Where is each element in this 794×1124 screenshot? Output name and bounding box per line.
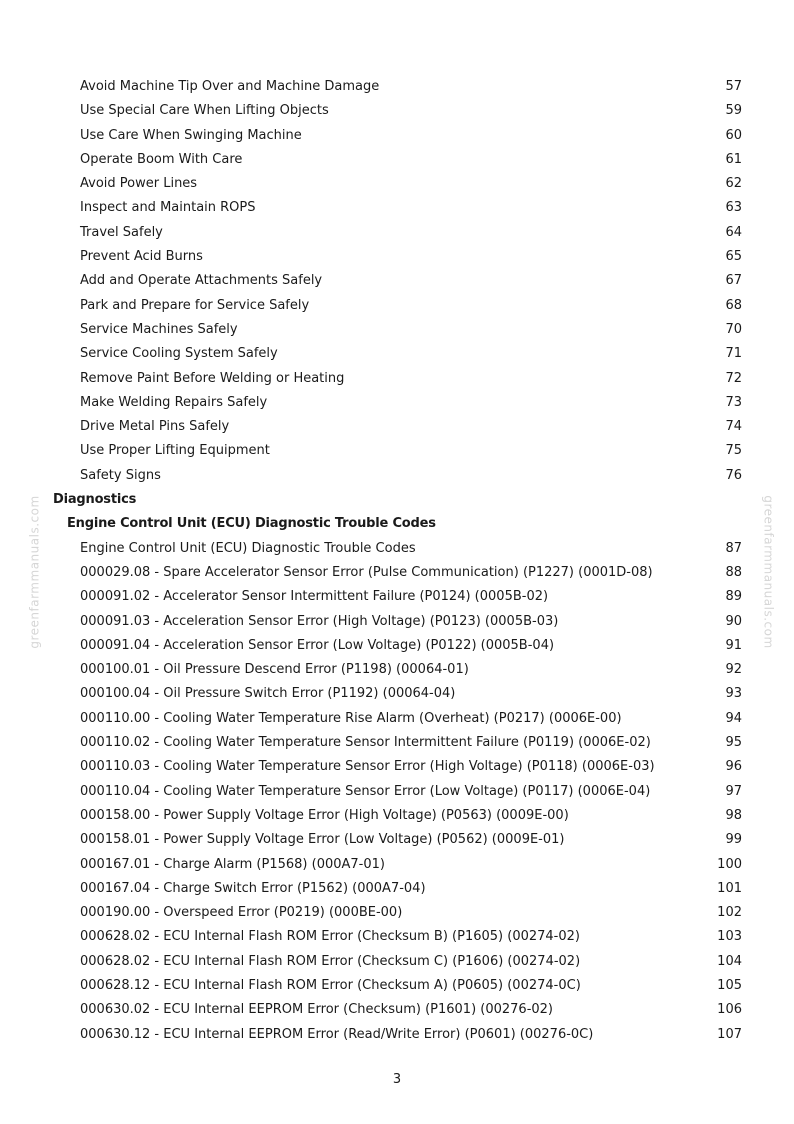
toc-entry-page-number: 90 — [725, 613, 742, 629]
toc-entry-title: 000100.01 - Oil Pressure Descend Error (P1198) (00064-01) — [80, 662, 469, 678]
toc-entry-title: 000630.12 - ECU Internal EEPROM Error (Read/Write Error) (P0601) (00276-0C) — [80, 1026, 594, 1042]
watermark-left: greenfarmmanuals.com — [27, 495, 42, 649]
toc-entry-page-number: 68 — [725, 297, 742, 313]
toc-entry[interactable] — [0, 755, 794, 779]
toc-entry[interactable] — [0, 269, 794, 293]
toc-entry[interactable] — [0, 828, 794, 852]
toc-entry[interactable] — [0, 196, 794, 220]
toc-entry[interactable] — [0, 974, 794, 998]
toc-entry-title: Use Proper Lifting Equipment — [80, 443, 270, 459]
toc-entry-page-number: 73 — [725, 394, 742, 410]
toc-entry-title: Add and Operate Attachments Safely — [80, 273, 323, 289]
toc-subsection-heading[interactable] — [0, 512, 794, 536]
toc-entry-title: Park and Prepare for Service Safely — [80, 297, 310, 313]
toc-entry-page-number: 67 — [725, 273, 742, 289]
toc-entry-title: 000110.03 - Cooling Water Temperature Sensor Error (High Voltage) (P0118) (0006E-03) — [80, 759, 655, 775]
toc-entry-title: Engine Control Unit (ECU) Diagnostic Trouble Codes — [67, 516, 436, 532]
toc-entry-title: 000628.02 - ECU Internal Flash ROM Error (Checksum B) (P1605) (00274-02) — [80, 929, 580, 945]
toc-entry[interactable] — [0, 998, 794, 1022]
toc-entry-page-number: 65 — [725, 249, 742, 265]
toc-entry-page-number: 103 — [717, 929, 742, 945]
toc-entry-page-number: 98 — [725, 807, 742, 823]
toc-entry[interactable] — [0, 610, 794, 634]
toc-entry-page-number: 87 — [725, 540, 742, 556]
toc-entry[interactable] — [0, 439, 794, 463]
toc-entry[interactable] — [0, 634, 794, 658]
toc-entry-page-number: 105 — [717, 977, 742, 993]
toc-entry[interactable] — [0, 75, 794, 99]
toc-entry-page-number: 91 — [725, 637, 742, 653]
toc-entry[interactable] — [0, 415, 794, 439]
toc-entry-page-number: 57 — [725, 79, 742, 94]
toc-entry-title: Service Cooling System Safely — [80, 346, 278, 362]
toc-entry[interactable] — [0, 537, 794, 561]
toc-entry-title: 000630.02 - ECU Internal EEPROM Error (Checksum) (P1601) (00276-02) — [80, 1002, 554, 1018]
toc-entry[interactable] — [0, 707, 794, 731]
toc-entry-title: 000091.02 - Accelerator Sensor Intermittent Failure (P0124) (0005B-02) — [80, 589, 549, 605]
toc-entry[interactable] — [0, 1023, 794, 1047]
toc-entry-page-number: 104 — [717, 953, 742, 969]
toc-entry[interactable] — [0, 294, 794, 318]
toc-entry-page-number: 100 — [717, 856, 742, 872]
toc-entry[interactable] — [0, 658, 794, 682]
toc-entry[interactable] — [0, 731, 794, 755]
toc-entry[interactable] — [0, 148, 794, 172]
toc-entry[interactable] — [0, 950, 794, 974]
toc-entry-page-number: 59 — [725, 103, 742, 119]
toc-entry-title: Engine Control Unit (ECU) Diagnostic Trouble Codes — [80, 540, 416, 556]
toc-entry-title: Avoid Power Lines — [80, 176, 198, 192]
toc-entry-page-number: 89 — [725, 589, 742, 605]
toc-entry[interactable] — [0, 585, 794, 609]
toc-entry-title: Prevent Acid Burns — [80, 249, 203, 265]
toc-entry[interactable] — [0, 901, 794, 925]
toc-entry-page-number: 101 — [717, 880, 742, 896]
toc-entry-page-number: 60 — [725, 127, 742, 143]
toc-entry[interactable] — [0, 245, 794, 269]
toc-entry[interactable] — [0, 853, 794, 877]
toc-entry-page-number: 75 — [725, 443, 742, 459]
toc-entry-page-number: 70 — [725, 321, 742, 337]
toc-entry-page-number: 92 — [725, 662, 742, 678]
toc-entry-title: 000167.04 - Charge Switch Error (P1562) (000A7-04) — [80, 880, 426, 896]
toc-entry[interactable] — [0, 804, 794, 828]
toc-entry-page-number: 96 — [725, 759, 742, 775]
toc-entry-title: 000100.04 - Oil Pressure Switch Error (P1192) (00064-04) — [80, 686, 456, 702]
toc-entry-title: 000628.12 - ECU Internal Flash ROM Error (Checksum A) (P0605) (00274-0C) — [80, 977, 581, 993]
toc-entry[interactable] — [0, 464, 794, 488]
toc-entry-title: 000628.02 - ECU Internal Flash ROM Error (Checksum C) (P1606) (00274-02) — [80, 953, 581, 969]
table-of-contents — [0, 75, 794, 1047]
toc-entry-page-number: 97 — [725, 783, 742, 799]
toc-entry-title: Diagnostics — [53, 492, 137, 508]
toc-entry[interactable] — [0, 561, 794, 585]
toc-entry-title: 000091.03 - Acceleration Sensor Error (High Voltage) (P0123) (0005B-03) — [80, 613, 559, 629]
toc-entry-page-number: 94 — [725, 710, 742, 726]
toc-entry-title: Remove Paint Before Welding or Heating — [80, 370, 345, 386]
toc-entry-page-number: 95 — [725, 735, 742, 751]
toc-entry-page-number: 76 — [725, 467, 742, 483]
toc-entry-page-number: 102 — [717, 905, 742, 921]
toc-entry[interactable] — [0, 682, 794, 706]
toc-entry[interactable] — [0, 172, 794, 196]
toc-entry-page-number: 74 — [725, 419, 742, 435]
toc-entry[interactable] — [0, 367, 794, 391]
toc-entry-title: Travel Safely — [80, 224, 163, 240]
toc-entry-title: 000190.00 - Overspeed Error (P0219) (000BE-00) — [80, 905, 403, 921]
toc-entry-page-number: 93 — [725, 686, 742, 702]
toc-entry-page-number: 88 — [725, 564, 742, 580]
toc-entry-page-number: 64 — [725, 224, 742, 240]
toc-entry-title: Use Care When Swinging Machine — [80, 127, 302, 143]
toc-entry-title: 000110.04 - Cooling Water Temperature Sensor Error (Low Voltage) (P0117) (0006E-04) — [80, 783, 651, 799]
toc-entry[interactable] — [0, 221, 794, 245]
toc-entry[interactable] — [0, 318, 794, 342]
toc-entry-title: Safety Signs — [80, 467, 161, 483]
toc-entry[interactable] — [0, 877, 794, 901]
toc-entry-title: 000029.08 - Spare Accelerator Sensor Error (Pulse Communication) (P1227) (0001D-08) — [80, 564, 653, 580]
toc-entry-title: Operate Boom With Care — [80, 151, 243, 167]
toc-entry[interactable] — [0, 925, 794, 949]
toc-entry[interactable] — [0, 342, 794, 366]
watermark-right: greenfarmmanuals.com — [761, 495, 776, 649]
toc-entry-title: Drive Metal Pins Safely — [80, 419, 230, 435]
toc-entry-title: Use Special Care When Lifting Objects — [80, 103, 329, 119]
toc-entry[interactable] — [0, 124, 794, 148]
toc-entry-title: Avoid Machine Tip Over and Machine Damage — [80, 79, 380, 94]
toc-entry-title: Service Machines Safely — [80, 321, 238, 337]
toc-entry-title: 000110.02 - Cooling Water Temperature Sensor Intermittent Failure (P0119) (0006E-02) — [80, 735, 651, 751]
toc-entry-page-number: 99 — [725, 832, 742, 848]
toc-entry[interactable] — [0, 780, 794, 804]
toc-entry-title: 000158.01 - Power Supply Voltage Error (Low Voltage) (P0562) (0009E-01) — [80, 832, 565, 848]
toc-entry-page-number: 71 — [725, 346, 742, 362]
toc-entry-title: 000158.00 - Power Supply Voltage Error (High Voltage) (P0563) (0009E-00) — [80, 807, 569, 823]
toc-entry[interactable] — [0, 391, 794, 415]
toc-entry-title: Inspect and Maintain ROPS — [80, 200, 256, 216]
toc-section-heading[interactable] — [0, 488, 794, 512]
toc-entry-page-number: 63 — [725, 200, 742, 216]
toc-entry-title: 000110.00 - Cooling Water Temperature Rise Alarm (Overheat) (P0217) (0006E-00) — [80, 710, 622, 726]
toc-entry-page-number: 106 — [717, 1002, 742, 1018]
toc-entry[interactable] — [0, 99, 794, 123]
toc-entry-page-number: 62 — [725, 176, 742, 192]
toc-entry-title: 000167.01 - Charge Alarm (P1568) (000A7-01) — [80, 856, 385, 872]
toc-entry-title: 000091.04 - Acceleration Sensor Error (Low Voltage) (P0122) (0005B-04) — [80, 637, 555, 653]
toc-entry-page-number: 61 — [725, 151, 742, 167]
page-number: 3 — [392, 1072, 402, 1087]
toc-entry-title: Make Welding Repairs Safely — [80, 394, 268, 410]
toc-entry-page-number: 107 — [717, 1026, 742, 1042]
toc-entry-page-number: 72 — [725, 370, 742, 386]
